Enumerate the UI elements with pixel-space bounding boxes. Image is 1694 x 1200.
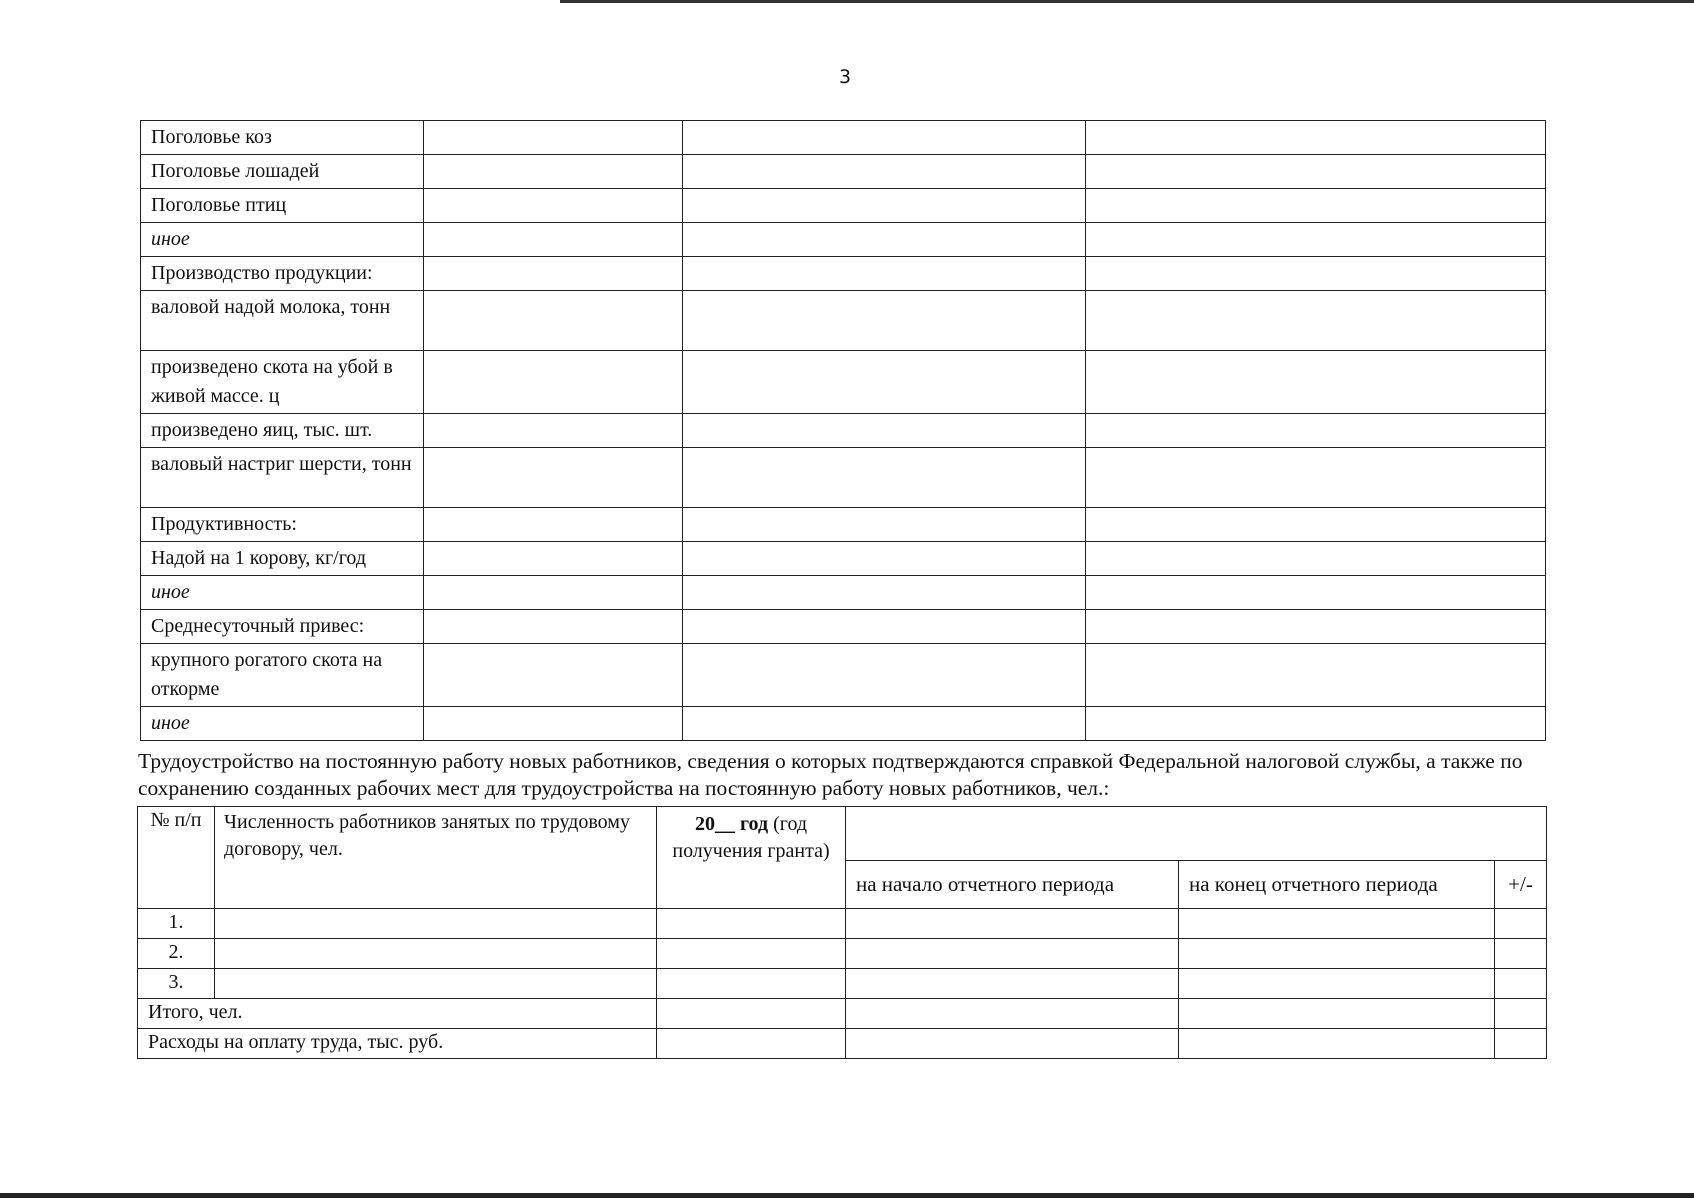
row-label: Продуктивность: — [141, 508, 424, 542]
row-label: Надой на 1 корову, кг/год — [141, 542, 424, 576]
empty-cell — [1086, 576, 1546, 610]
empty-cell — [1086, 542, 1546, 576]
header-period-start: на начало отчетного периода — [846, 861, 1179, 909]
empty-cell — [683, 414, 1086, 448]
empty-cell — [846, 939, 1179, 969]
empty-cell — [1086, 508, 1546, 542]
empty-cell — [424, 155, 683, 189]
table-row — [141, 351, 1546, 414]
empty-cell — [683, 542, 1086, 576]
table-row — [141, 542, 1546, 576]
employment-intro: Трудоустройство на постоянную работу новых работников, сведения о которых подтверждаются справкой Федеральной налоговой службы, а также по сохранению созданных рабочих мест для трудоустройства на постоянную работу новых работников, чел.: — [138, 749, 1523, 800]
row-label: валовый настриг шерсти, тонн — [141, 448, 424, 508]
empty-cell — [424, 644, 683, 707]
table-row — [141, 448, 1546, 508]
empty-cell — [683, 508, 1086, 542]
row-label: Производство продукции: — [141, 257, 424, 291]
total-label: Итого, чел. — [138, 999, 657, 1029]
empty-cell — [683, 121, 1086, 155]
empty-cell — [424, 576, 683, 610]
empty-cell — [1086, 155, 1546, 189]
empty-cell — [683, 644, 1086, 707]
total-row — [138, 999, 1547, 1029]
table-row — [138, 939, 1547, 969]
table-row — [141, 155, 1546, 189]
empty-cell — [424, 291, 683, 351]
table-row — [141, 189, 1546, 223]
empty-cell — [424, 448, 683, 508]
row-index: 2. — [138, 939, 215, 969]
empty-cell — [424, 542, 683, 576]
table-row — [141, 644, 1546, 707]
table-row — [141, 508, 1546, 542]
empty-cell — [657, 999, 846, 1029]
empty-cell — [1086, 610, 1546, 644]
empty-cell — [424, 121, 683, 155]
empty-cell — [683, 351, 1086, 414]
wages-label: Расходы на оплату труда, тыс. руб. — [138, 1029, 657, 1059]
empty-cell — [424, 257, 683, 291]
empty-cell — [1086, 223, 1546, 257]
empty-cell — [683, 291, 1086, 351]
row-label: иное — [141, 223, 424, 257]
bottom-scan-rule — [0, 1193, 1694, 1198]
header-year-bold: 20__ год — [694, 813, 769, 835]
header-period-end: на конец отчетного периода — [1179, 861, 1495, 909]
empty-cell — [424, 610, 683, 644]
empty-cell — [1495, 909, 1547, 939]
empty-cell — [1086, 414, 1546, 448]
page-number: 3 — [838, 66, 852, 88]
row-label: произведено скота на убой в живой массе. ц — [141, 351, 424, 414]
table-row — [141, 291, 1546, 351]
empty-cell — [1179, 1029, 1495, 1059]
empty-cell — [1495, 999, 1547, 1029]
table-row — [141, 414, 1546, 448]
empty-cell — [683, 155, 1086, 189]
table-row — [141, 223, 1546, 257]
empty-cell — [683, 223, 1086, 257]
table-row — [141, 707, 1546, 741]
employment-table — [137, 806, 1547, 1059]
table-row — [141, 121, 1546, 155]
table-row — [138, 969, 1547, 999]
empty-cell — [683, 448, 1086, 508]
row-index: 1. — [138, 909, 215, 939]
empty-cell — [1495, 939, 1547, 969]
header-num: № п/п — [138, 807, 215, 909]
empty-cell — [424, 189, 683, 223]
header-period-group — [846, 807, 1547, 861]
empty-cell — [1179, 909, 1495, 939]
empty-cell — [215, 969, 657, 999]
empty-cell — [424, 414, 683, 448]
header-delta: +/- — [1495, 861, 1547, 909]
empty-cell — [1086, 291, 1546, 351]
empty-cell — [1086, 448, 1546, 508]
row-label: крупного рогатого скота на откорме — [141, 644, 424, 707]
empty-cell — [1086, 189, 1546, 223]
empty-cell — [683, 257, 1086, 291]
top-scan-rule — [560, 0, 1694, 3]
empty-cell — [424, 508, 683, 542]
header-year — [657, 807, 846, 909]
empty-cell — [657, 909, 846, 939]
empty-cell — [683, 610, 1086, 644]
empty-cell — [683, 189, 1086, 223]
empty-cell — [846, 969, 1179, 999]
empty-cell — [1179, 939, 1495, 969]
empty-cell — [215, 909, 657, 939]
empty-cell — [683, 576, 1086, 610]
table-row — [141, 257, 1546, 291]
empty-cell — [846, 909, 1179, 939]
row-label: Среднесуточный привес: — [141, 610, 424, 644]
table-row — [141, 576, 1546, 610]
row-label: произведено яиц, тыс. шт. — [141, 414, 424, 448]
header-row — [138, 807, 1547, 861]
empty-cell — [1086, 257, 1546, 291]
row-index: 3. — [138, 969, 215, 999]
table-row — [141, 610, 1546, 644]
table-row — [138, 909, 1547, 939]
empty-cell — [1086, 351, 1546, 414]
empty-cell — [846, 1029, 1179, 1059]
empty-cell — [846, 999, 1179, 1029]
header-year-rest: (год получения гранта) — [672, 813, 830, 862]
empty-cell — [215, 939, 657, 969]
empty-cell — [1086, 121, 1546, 155]
row-label: иное — [141, 707, 424, 741]
row-label: Поголовье птиц — [141, 189, 424, 223]
row-label: Поголовье коз — [141, 121, 424, 155]
row-label: Поголовье лошадей — [141, 155, 424, 189]
livestock-table — [140, 120, 1546, 741]
header-count: Численность работников занятых по трудовому договору, чел. — [215, 807, 657, 909]
empty-cell — [657, 969, 846, 999]
empty-cell — [683, 707, 1086, 741]
empty-cell — [657, 939, 846, 969]
row-label: иное — [141, 576, 424, 610]
empty-cell — [424, 223, 683, 257]
empty-cell — [657, 1029, 846, 1059]
empty-cell — [1495, 969, 1547, 999]
empty-cell — [424, 707, 683, 741]
empty-cell — [1495, 1029, 1547, 1059]
empty-cell — [424, 351, 683, 414]
empty-cell — [1179, 999, 1495, 1029]
empty-cell — [1086, 707, 1546, 741]
empty-cell — [1179, 969, 1495, 999]
row-label: валовой надой молока, тонн — [141, 291, 424, 351]
wages-row — [138, 1029, 1547, 1059]
empty-cell — [1086, 644, 1546, 707]
